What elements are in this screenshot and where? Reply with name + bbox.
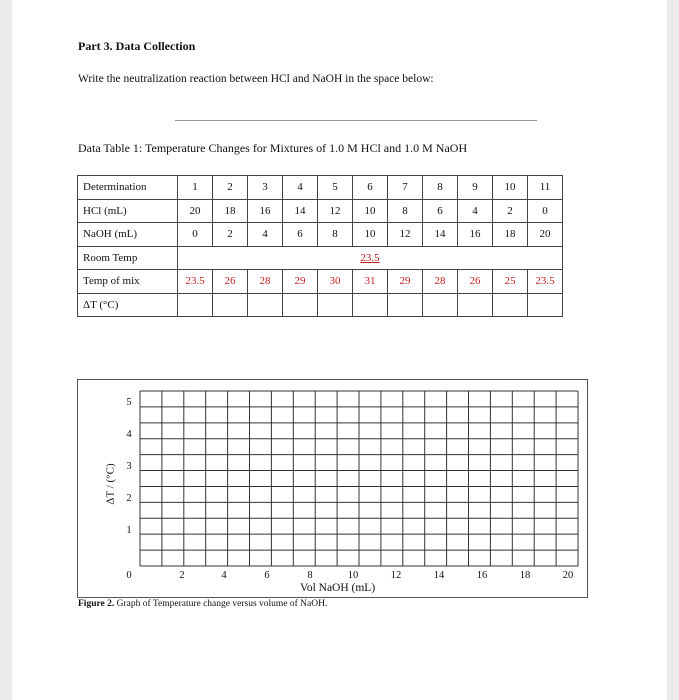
x-tick-label: 18 [519, 570, 531, 581]
cell: 8 [423, 176, 458, 200]
cell: 14 [423, 223, 458, 247]
cell[interactable]: 26 [213, 270, 248, 294]
cell: 20 [178, 199, 213, 223]
figure-caption-number: Figure 2. [78, 599, 115, 609]
cell: 5 [318, 176, 353, 200]
cell: 0 [178, 223, 213, 247]
cell: 2 [213, 223, 248, 247]
cell[interactable]: 28 [423, 270, 458, 294]
cell: 6 [423, 199, 458, 223]
figure-caption [78, 599, 327, 609]
row-label: ΔT (°C) [78, 293, 178, 317]
y-tick-label: 5 [126, 397, 132, 408]
cell: 4 [283, 176, 318, 200]
y-tick-label: 3 [126, 461, 132, 472]
cell: 10 [353, 223, 388, 247]
cell: 1 [178, 176, 213, 200]
cell[interactable]: 29 [388, 270, 423, 294]
x-tick-label: 6 [264, 570, 270, 581]
cell: 12 [388, 223, 423, 247]
x-tick-label: 8 [307, 570, 313, 581]
cell[interactable]: 23.5 [178, 270, 213, 294]
x-tick-label: 10 [347, 570, 359, 581]
row-label: Temp of mix [78, 270, 178, 294]
y-tick-label: 2 [126, 493, 132, 504]
cell: 9 [458, 176, 493, 200]
cell: 2 [493, 199, 528, 223]
instruction-text: Write the neutralization reaction between HCl and NaOH in the space below: [78, 73, 434, 85]
cell: 10 [353, 199, 388, 223]
y-axis-label: ΔT / (°C) [104, 463, 117, 505]
y-tick-label: 4 [126, 429, 132, 440]
cell[interactable]: 26 [458, 270, 493, 294]
cell: 10 [493, 176, 528, 200]
cell[interactable]: 31 [353, 270, 388, 294]
cell[interactable]: 28 [248, 270, 283, 294]
cell[interactable]: 23.5 [528, 270, 563, 294]
cell: 14 [283, 199, 318, 223]
x-tick-label: 2 [179, 570, 185, 581]
cell[interactable]: 29 [283, 270, 318, 294]
cell: 20 [528, 223, 563, 247]
cell: 7 [388, 176, 423, 200]
row-label: HCl (mL) [78, 199, 178, 223]
cell: 18 [213, 199, 248, 223]
x-axis-label: Vol NaOH (mL) [300, 582, 376, 594]
row-label: Room Temp [78, 246, 178, 270]
cell: 16 [458, 223, 493, 247]
cell: 3 [248, 176, 283, 200]
y-tick-label: 1 [126, 525, 132, 536]
cell: 11 [528, 176, 563, 200]
x-tick-label: 12 [390, 570, 402, 581]
cell: 4 [458, 199, 493, 223]
cell[interactable]: 30 [318, 270, 353, 294]
section-title: Part 3. Data Collection [78, 39, 196, 53]
cell[interactable]: 25 [493, 270, 528, 294]
x-tick-label: 16 [476, 570, 488, 581]
cell: 0 [528, 199, 563, 223]
cell: 6 [283, 223, 318, 247]
cell: 2 [213, 176, 248, 200]
x-tick-label: 4 [221, 570, 227, 581]
room-temp-value: 23.5 [360, 251, 380, 264]
row-label: Determination [78, 176, 178, 200]
x-tick-label: 20 [562, 570, 574, 581]
table-caption: Data Table 1: Temperature Changes for Mixtures of 1.0 M HCl and 1.0 M NaOH [78, 141, 468, 155]
row-label: NaOH (mL) [78, 223, 178, 247]
figure-caption-text: Graph of Temperature change versus volume of NaOH. [114, 599, 328, 609]
cell: 6 [353, 176, 388, 200]
x-tick-label: 14 [433, 570, 445, 581]
cell: 16 [248, 199, 283, 223]
cell: 8 [318, 223, 353, 247]
x-origin-label: 0 [126, 570, 132, 581]
cell: 8 [388, 199, 423, 223]
cell: 4 [248, 223, 283, 247]
cell: 18 [493, 223, 528, 247]
cell: 12 [318, 199, 353, 223]
